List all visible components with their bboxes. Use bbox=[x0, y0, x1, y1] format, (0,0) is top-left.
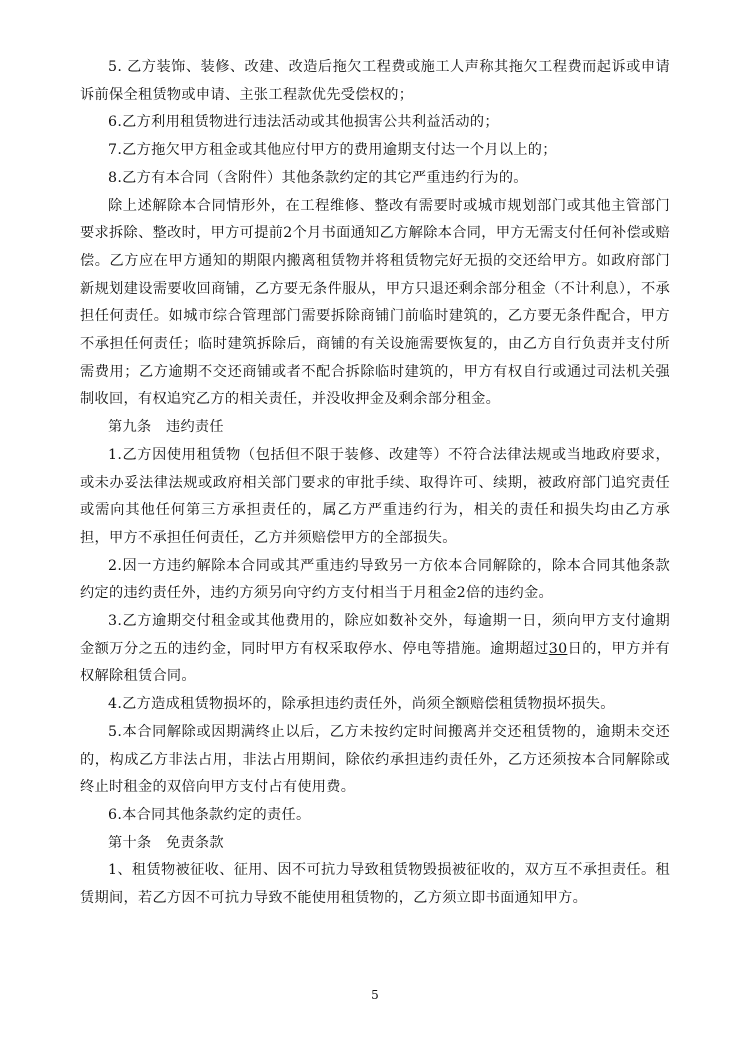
article-9-heading: 第九条 违约责任 bbox=[108, 419, 224, 436]
overdue-days: 30 bbox=[548, 640, 568, 657]
article-9-item-3-text: 3.乙方逾期交付租金或其他费用的，除应如数补交外，每逾期一日，须向甲方支付逾期金额万分之五的违约金，同时甲方有权采取停水、停电等措施。逾期超过 bbox=[80, 613, 670, 657]
page-number: 5 bbox=[371, 988, 379, 1002]
article-9-item-2: 2.因一方违约解除本合同或其严重违约导致另一方依本合同解除的，除本合同其他条款约定的违约责任外，违约方须另向守约方支付相当于月租金2倍的违约金。 bbox=[80, 557, 670, 602]
clause-7: 7.乙方拖欠甲方租金或其他应付甲方的费用逾期支付达一个月以上的； bbox=[108, 142, 557, 159]
termination-paragraph: 除上述解除本合同情形外，在工程维修、整改有需要时或城市规划部门或其他主管部门要求拆除、整改时，甲方可提前2个月书面通知乙方解除本合同，甲方无需支付任何补偿或赔偿。乙方应在甲方通知的期限内搬离租赁物并将租赁物完好无损的交还给甲方。如政府部门新规划建设需要收回商铺，乙方要无条件服从，甲方只退还剩余部分租金（不计利息），不承担任何责任。如城市综合管理部门需要拆除商铺门前临时建筑的，乙方要无条件配合，甲方不承担任何责任；临时建筑拆除后，商铺的有关设施需要恢复的，由乙方自行负责并支付所需费用；乙方逾期不交还商铺或者不配合拆除临时建筑的，甲方有权自行或通过司法机关强制收回，有权追究乙方的相关责任，并没收押金及剩余部分租金。 bbox=[80, 197, 670, 408]
article-9-item-3 bbox=[80, 608, 670, 691]
article-9-item-3-text-end: 日的，甲方并有权解除租赁合同。 bbox=[80, 640, 670, 685]
article-9-item-5: 5.本合同解除或因期满终止以后，乙方未按约定时间搬离并交还租赁物的，逾期未交还的，构成乙方非法占用，非法占用期间，除依约承担违约责任外，乙方还须按本合同解除或终止时租金的双倍向甲方支付占有使用费。 bbox=[80, 723, 670, 796]
article-9-item-6: 6.本合同其他条款约定的责任。 bbox=[108, 806, 311, 823]
clause-5: 5. 乙方装饰、装修、改建、改造后拖欠工程费或施工人声称其拖欠工程费而起诉或申请诉前保全租赁物或申请、主张工程款优先受偿权的； bbox=[80, 59, 670, 103]
document-body bbox=[80, 54, 670, 913]
article-9-item-1: 1.乙方因使用租赁物（包括但不限于装修、改建等）不符合法律法规或当地政府要求，或未办妥法律法规或政府相关部门要求的审批手续、取得许可、续期，被政府部门追究责任或需向其他任何第三方承担责任的，属乙方严重违约行为，相关的责任和损失均由乙方承担，甲方不承担任何责任，乙方并须赔偿甲方的全部损失。 bbox=[80, 446, 670, 546]
clause-8: 8.乙方有本合同（含附件）其他条款约定的其它严重违约行为的。 bbox=[108, 169, 528, 186]
clause-6: 6.乙方利用租赁物进行违法活动或其他损害公共利益活动的； bbox=[108, 114, 499, 131]
article-10-heading: 第十条 免责条款 bbox=[108, 834, 224, 851]
article-9-item-4: 4.乙方造成租赁物损坏的，除承担违约责任外，尚须全额赔偿租赁物损坏损失。 bbox=[108, 696, 615, 713]
article-10-item-1: 1、租赁物被征收、征用、因不可抗力导致租赁物毁损被征收的，双方互不承担责任。租赁期间，若乙方因不可抗力导致不能使用租赁物的，乙方须立即书面通知甲方。 bbox=[80, 862, 670, 907]
